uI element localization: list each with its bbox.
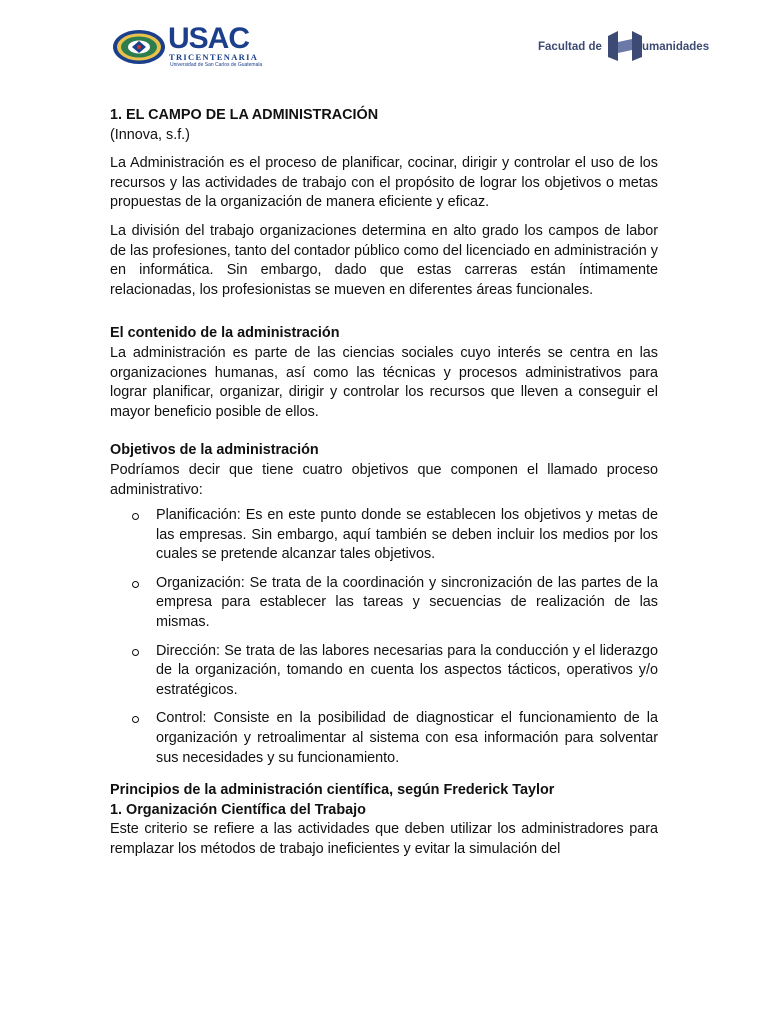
intro-paragraph: La división del trabajo organizaciones determina en alto grado los campos de labor de las profesiones, tanto del contador público como del licenciado en administración y en informática. Sin embargo, dado que estas carreras están íntimamente relacionadas, los profesionistas se mueven en diferentes áreas funcionales. bbox=[110, 222, 658, 298]
bullet-icon bbox=[132, 513, 139, 520]
citation: (Innova, s.f.) bbox=[110, 126, 190, 143]
objetivos-list bbox=[110, 506, 658, 768]
objetivos-intro: Podríamos decir que tiene cuatro objetivos que componen el llamado proceso administrativo: bbox=[110, 461, 658, 498]
intro-paragraph: La Administración es el proceso de planificar, cocinar, dirigir y controlar el uso de los recursos y las actividades de trabajo con el propósito de lograr los objetivos o metas propuestas de la organización de manera eficiente y eficaz. bbox=[110, 155, 658, 211]
humanidades-logo bbox=[538, 30, 728, 62]
principios-paragraph: Este criterio se refiere a las actividades que deben utilizar los administradores para remplazar los métodos de trabajo ineficientes y evitar la simulación del bbox=[110, 821, 658, 857]
bullet-icon bbox=[132, 581, 139, 588]
document-body bbox=[110, 106, 658, 860]
usac-logo bbox=[112, 22, 282, 70]
usac-tricentenaria: TRICENTENARIA bbox=[169, 52, 259, 62]
bullet-icon bbox=[132, 649, 139, 656]
faculty-label-right: umanidades bbox=[642, 41, 710, 53]
principios-heading: Principios de la administración científica, según Frederick Taylor bbox=[110, 782, 555, 799]
university-seal-icon bbox=[112, 29, 166, 65]
usac-wordmark: USAC bbox=[168, 22, 250, 55]
list-item: Dirección: Se trata de las labores necesarias para la conducción y el liderazgo de la organización, tomando en cuenta los aspectos tácticos, operativos y/o estratégicos. bbox=[110, 642, 658, 701]
contenido-heading: El contenido de la administración bbox=[110, 325, 340, 342]
principios-subheading: 1. Organización Científica del Trabajo bbox=[110, 801, 366, 818]
page-header bbox=[0, 0, 768, 80]
list-item: Organización: Se trata de la coordinación y sincronización de las partes de la empresa para establecer las tareas y secuencias de realización de las mismas. bbox=[110, 574, 658, 633]
objetivos-heading: Objetivos de la administración bbox=[110, 442, 319, 459]
list-item: Planificación: Es en este punto donde se establecen los objetivos y metas de las empresas. Sin embargo, aquí también se deben incluir los medios por los cuales se pretende alcanzar tales objetivos. bbox=[110, 506, 658, 565]
list-item: Control: Consiste en la posibilidad de diagnosticar el funcionamiento de la organización y retroalimentar al sistema con esa información para solventar sus necesidades y su funcionamiento. bbox=[110, 709, 658, 768]
contenido-paragraph: La administración es parte de las ciencias sociales cuyo interés se centra en las organizaciones humanas, así como las técnicas y procesos administrativos para lograr planificar, organizar, dirigir y controlar los recursos que lleven a conseguir el mayor beneficio posible de ellos. bbox=[110, 344, 658, 420]
humanidades-h-icon bbox=[606, 30, 644, 62]
faculty-label-left: Facultad de bbox=[538, 41, 602, 53]
usac-university-name: Universidad de San Carlos de Guatemala bbox=[170, 62, 263, 68]
section-title: 1. EL CAMPO DE LA ADMINISTRACIÓN bbox=[110, 107, 379, 123]
bullet-icon bbox=[132, 716, 139, 723]
